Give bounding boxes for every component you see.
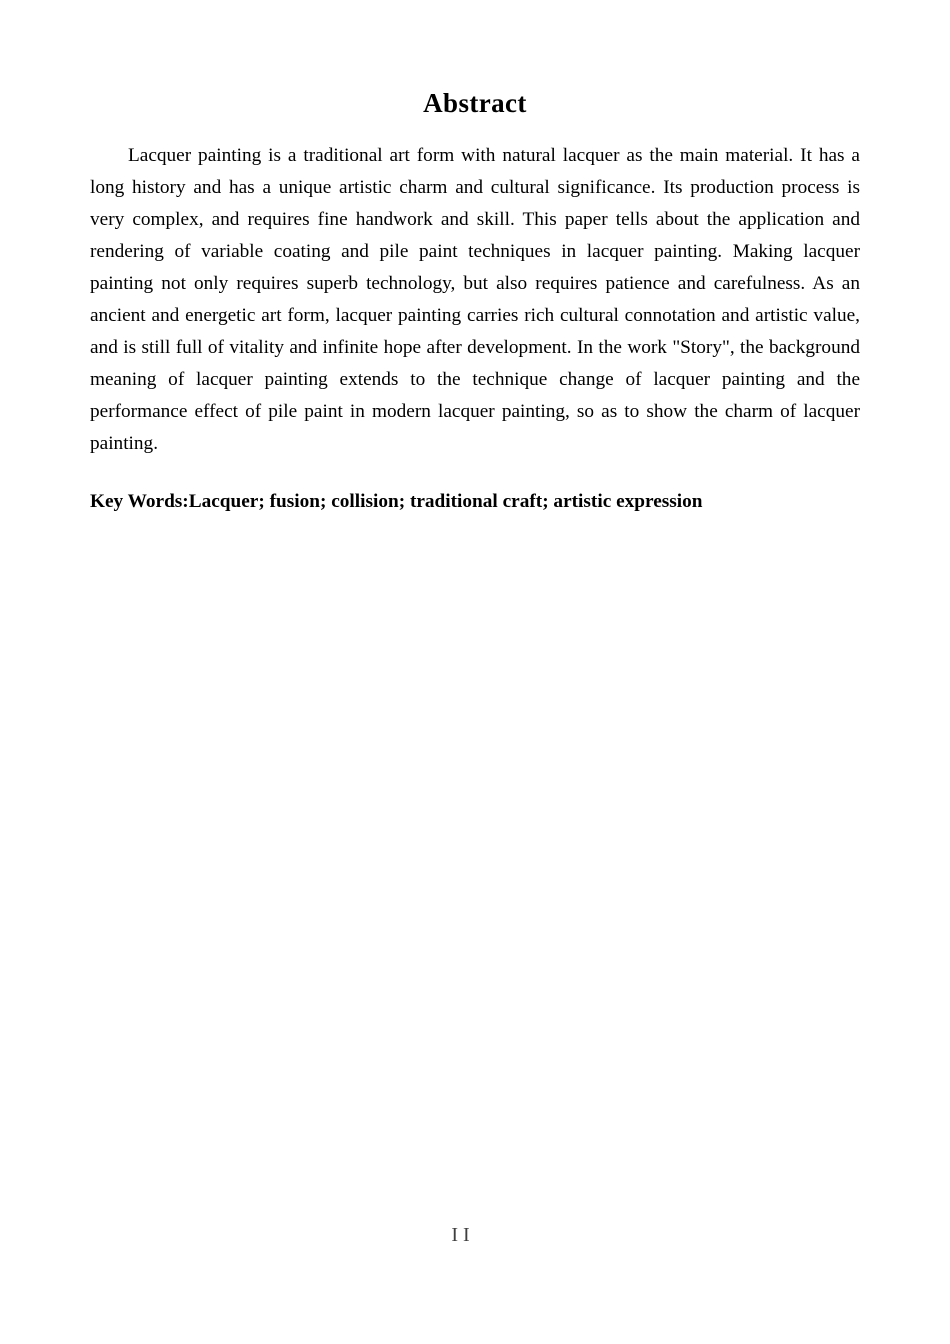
abstract-paragraph: Lacquer painting is a traditional art form with natural lacquer as the main material. It has a long history and has a unique artistic charm and cultural significance. Its production process is very complex, and requires fine handwork and skill. This paper tells about the application and rendering of variable coating and pile paint techniques in lacquer painting. Making lacquer painting not only requires superb technology, but also requires patience and carefulness. As an ancient and energetic art form, lacquer painting carries rich cultural connotation and artistic value, and is still full of vitality and infinite hope after development. In the work "Story", the background meaning of lacquer painting extends to the technique change of lacquer painting and the performance effect of pile paint in modern lacquer painting, so as to show the charm of lacquer painting.	[90, 145, 860, 454]
page-content	[0, 0, 950, 518]
keywords-line: Key Words:Lacquer; fusion; collision; traditional craft; artistic expression	[90, 491, 703, 512]
page-title: Abstract	[423, 88, 527, 118]
page-number: II	[451, 1224, 475, 1246]
